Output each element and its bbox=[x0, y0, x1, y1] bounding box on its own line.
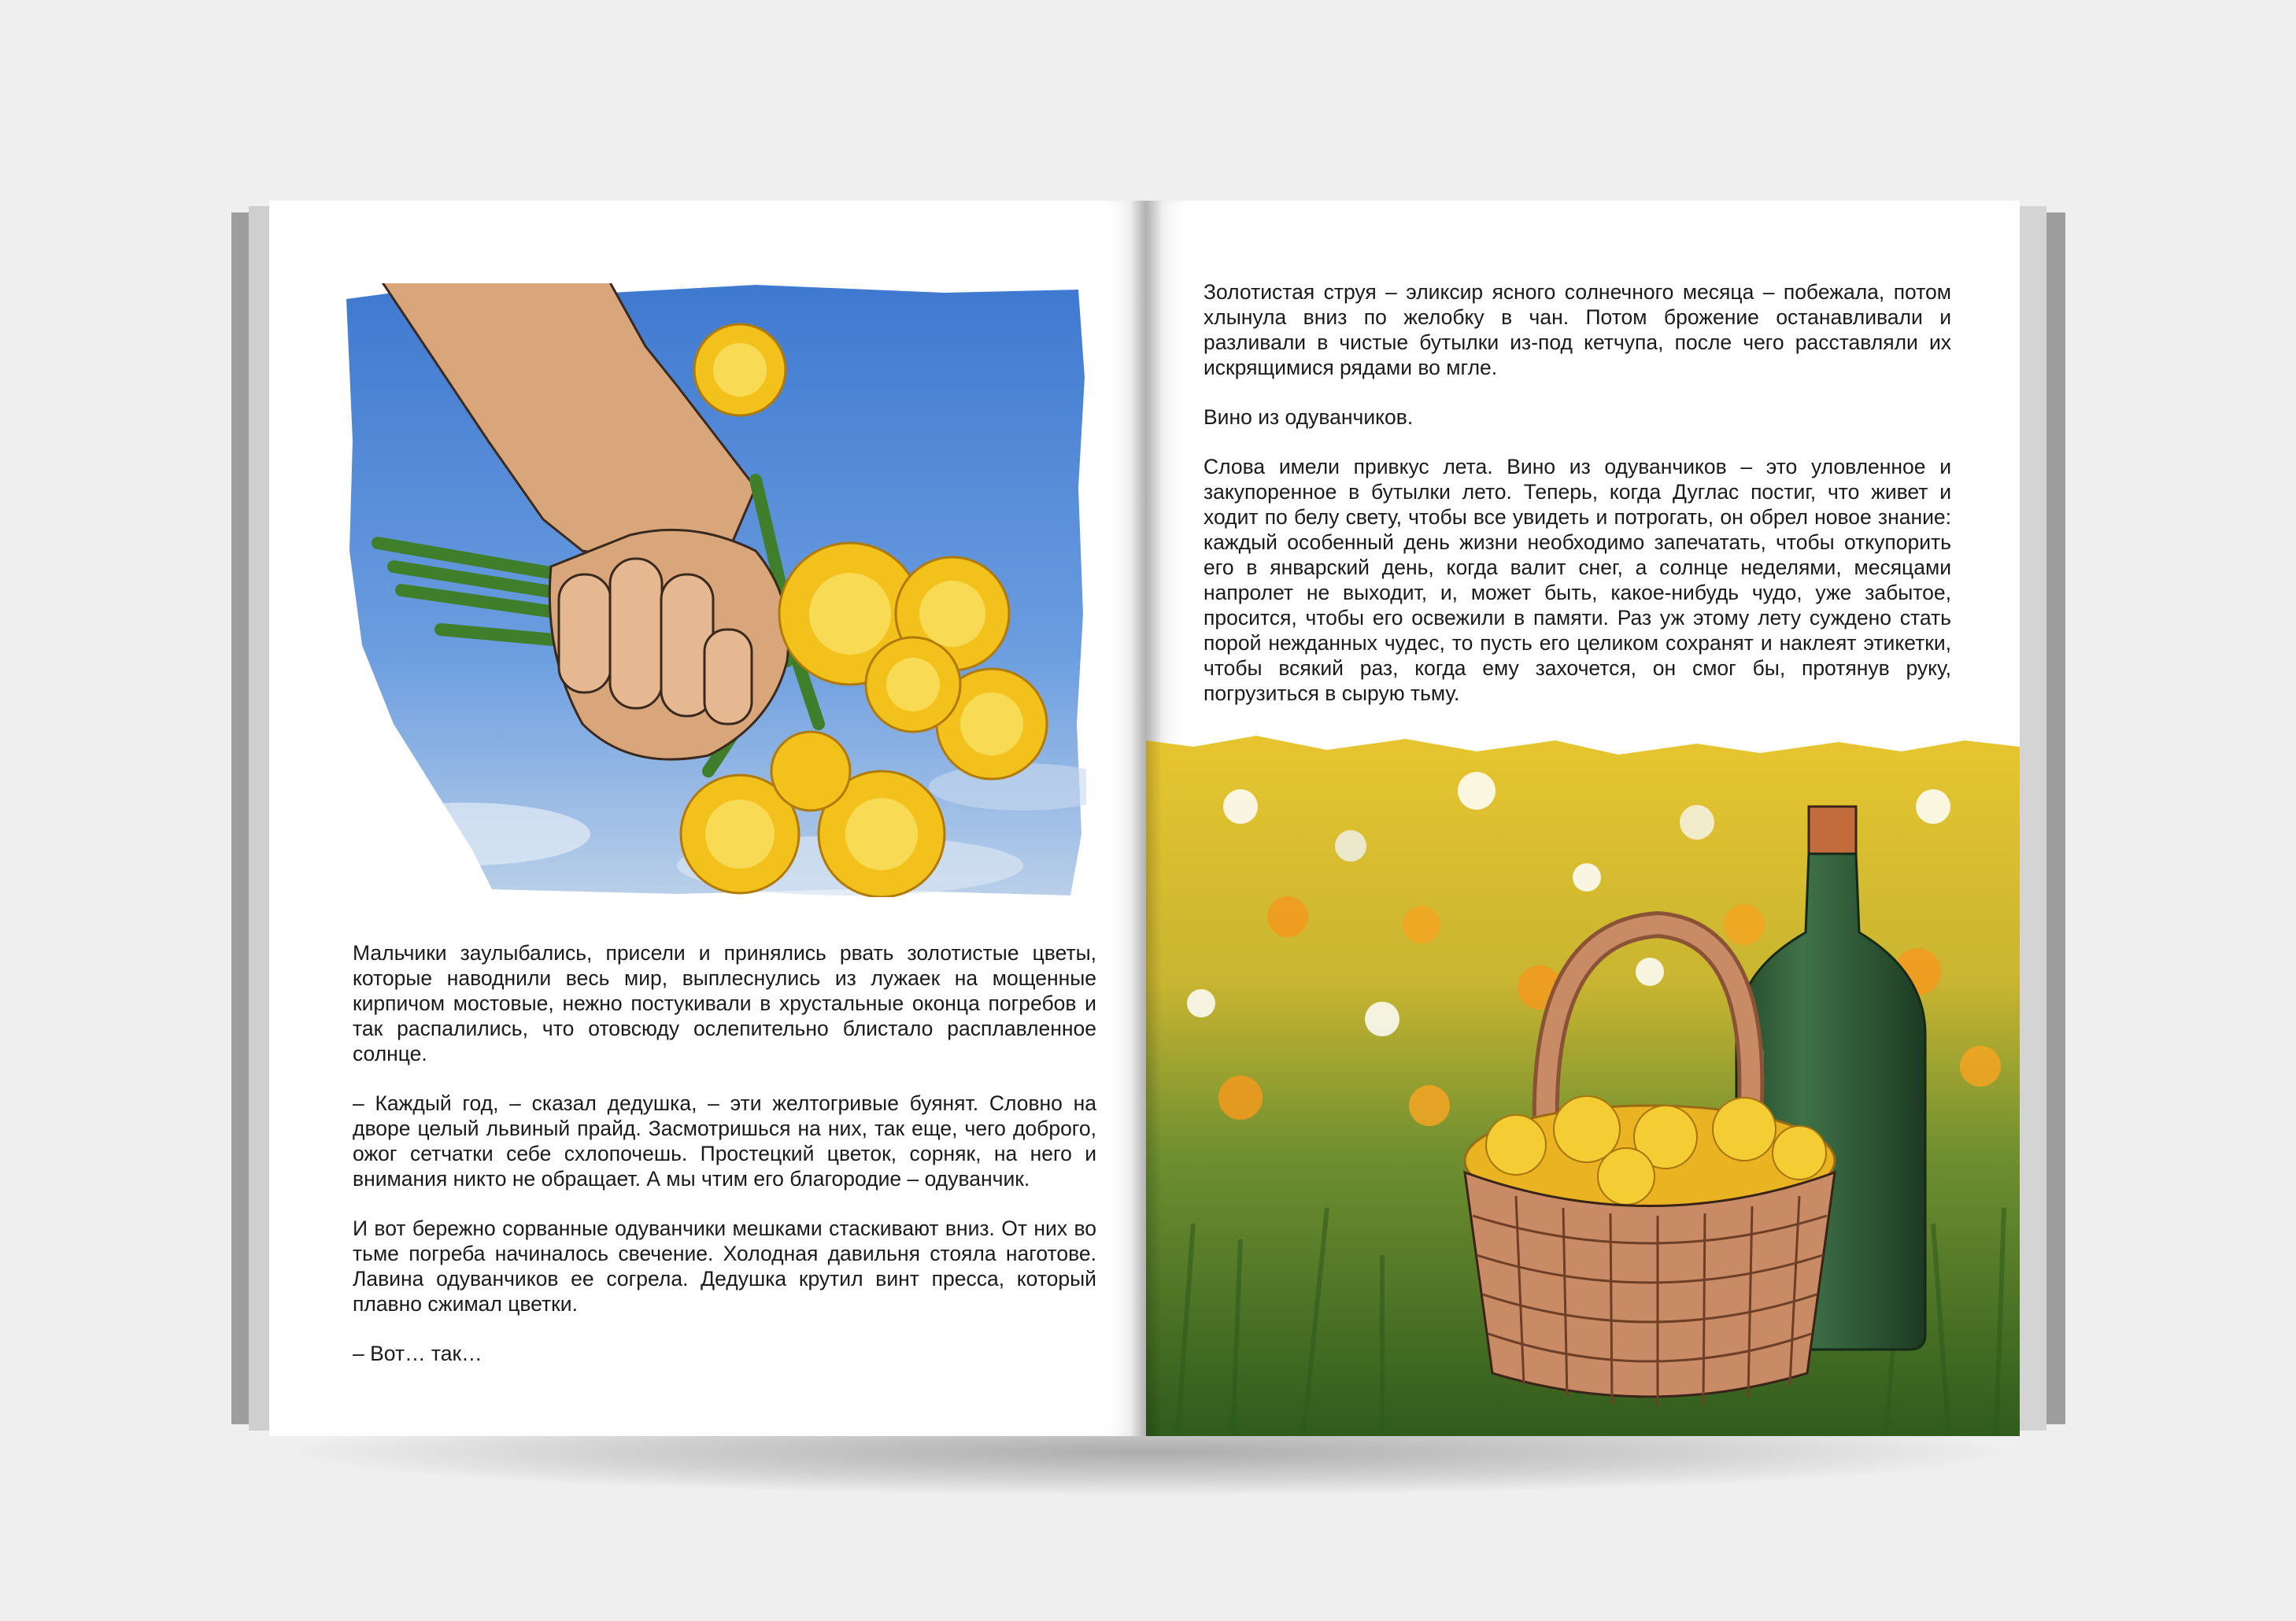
left-page-text bbox=[353, 940, 1096, 1390]
paragraph: – Каждый год, – сказал дедушка, – эти желтогривые буянят. Словно на дворе целый львиный прайд. Засмотришься на них, так еще, чего доброго, ожог сетчатки себе схлопочешь. Простецкий цветок, сорняк, на него и внимания никто не обращает. А мы чтим его благородие – одуванчик. bbox=[353, 1091, 1096, 1191]
paragraph: Золотистая струя – эликсир ясного солнечного месяца – побежала, потом хлынула вниз по желобку в чан. Потом брожение останавливали и разливали в чистые бутылки из-под кетчупа, после чего расставляли их искрящимися рядами во мгле. bbox=[1203, 280, 1951, 379]
right-page-text bbox=[1203, 279, 1951, 730]
paragraph: Мальчики заулыбались, присели и принялись рвать золотистые цветы, которые наводнили весь мир, выплеснулись из лужаек на мощенные кирпичом мостовые, нежно постукивали в хрустальные оконца погребов и так распалились, что отовсюду ослепительно блистало расплавленное солнце. bbox=[353, 941, 1096, 1065]
right-page bbox=[1146, 201, 2020, 1436]
paragraph: Вино из одуванчиков. bbox=[1203, 405, 1414, 429]
left-page bbox=[269, 201, 1146, 1436]
paragraph: И вот бережно сорванные одуванчики мешками стаскивают вниз. От них во тьме погреба начиналось свечение. Холодная давильня стояла наготове. Лавина одуванчиков ее согрела. Дедушка крутил винт пресса, который плавно сжимал цветки. bbox=[353, 1217, 1096, 1316]
paragraph: Слова имели привкус лета. Вино из одуванчиков – это уловленное и закупоренное в бутылки лето. Теперь, когда Дуглас постиг, что живет и ходит по белу свету, чтобы все увидеть и потрогать, он обрел новое знание: каждый особенный день жизни необходимо запечатать, чтобы откупорить его в январский день, когда валит снег, а солнце неделями, месяцами напролет не выходит, и, может быть, какое-нибудь чудо, уже забытое, просится, чтобы его освежили в памяти. Раз уж этому лету суждено стать порой нежданных чудес, то пусть его целиком сохранят и наклеят этикетки, чтобы всякий раз, когда ему захочется, он смог бы, протянув руку, погрузиться в сырую тьму. bbox=[1203, 455, 1951, 705]
book-cover-edge-left bbox=[231, 212, 249, 1424]
hand-dandelions-illustration bbox=[346, 283, 1086, 897]
book-gutter bbox=[1130, 201, 1162, 1436]
book-pages-edge-left bbox=[249, 206, 269, 1431]
basket-bottle-meadow-illustration bbox=[1146, 736, 2020, 1436]
paragraph: – Вот… так… bbox=[353, 1342, 482, 1365]
book-pages-edge-right bbox=[2020, 206, 2046, 1431]
book-cover-edge-right bbox=[2046, 212, 2065, 1424]
